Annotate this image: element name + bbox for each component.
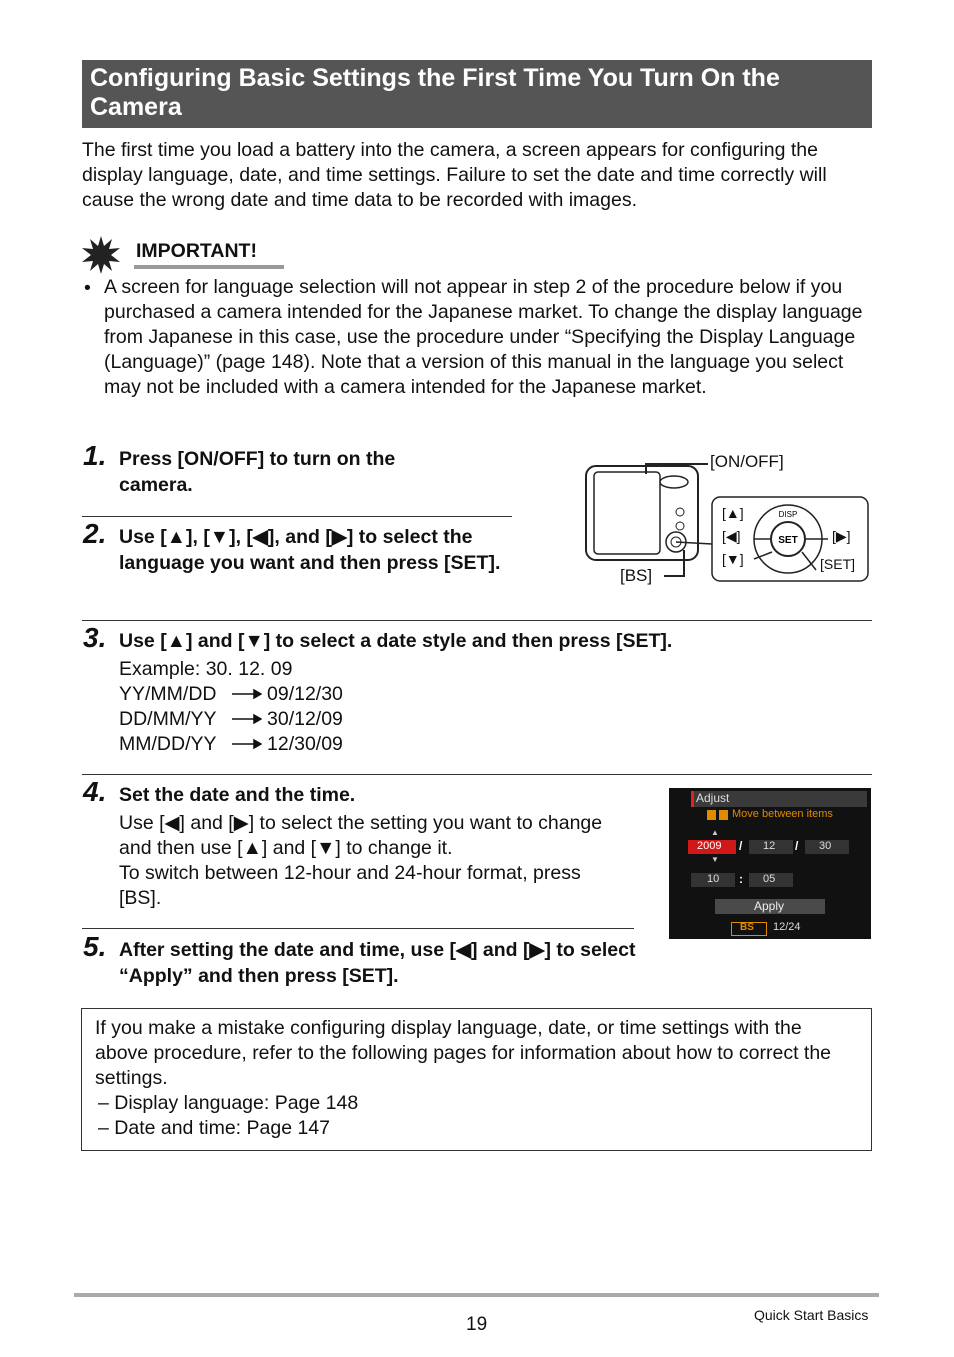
lcd-month: 12 [763, 840, 776, 852]
important-bullet: A screen for language selection will not appear in step 2 of the procedure below if you purchased a camera intended for the Japanese market. To change the display language from Japanese in this case, use the procedure under “Specifying the Display Language (Language)” (page 148). Note that a version of this manual in the language you select may not be included with a camera intended for the Japanese market. [104, 276, 863, 398]
step-4-detail-2: To switch between 12-hour and 24-hour format, press [BS]. [119, 862, 581, 909]
onoff-label: [ON/OFF] [710, 452, 784, 471]
format-label-1: YY/MM/DD [119, 683, 217, 705]
note-item-1: – Display language: Page 148 [98, 1092, 359, 1114]
page-number: 19 [466, 1314, 488, 1335]
right-label: [▶] [832, 528, 851, 544]
lcd-year: 2009 [697, 840, 722, 852]
lcd-hour: 10 [707, 873, 720, 885]
step-5-text: After setting the date and time, use [◀] and [▶] to select “Apply” and then press [SET]. [119, 939, 636, 987]
step-2-number: 2. [83, 518, 107, 549]
title-bar [82, 60, 872, 128]
important-underline [134, 265, 284, 269]
note-item-2: – Date and time: Page 147 [98, 1117, 330, 1139]
bullet-dot: • [84, 277, 91, 299]
step-3-text: Use [▲] and [▼] to select a date style and then press [SET]. [119, 630, 673, 652]
format-value-1: 09/12/30 [267, 683, 343, 705]
step-4-detail-1: Use [◀] and [▶] to select the setting you want to change and then use [▲] and [▼] to change it. [119, 812, 603, 859]
note-text: If you make a mistake configuring display language, date, or time settings with the above procedure, refer to the following pages for information about how to correct the settings. [95, 1017, 832, 1089]
lcd-screen: Adjust Move between items ▲ 2009 / 12 / 30 ▼ 10 : 05 Apply BS 12/24 [669, 788, 871, 939]
lcd-bs: BS [740, 922, 754, 933]
lcd-minute: 05 [763, 873, 776, 885]
lcd-title: Adjust [696, 791, 730, 805]
step-1-text: Press [ON/OFF] to turn on the camera. [119, 448, 396, 496]
disp-label: DISP [778, 510, 798, 519]
bs-label: [BS] [620, 566, 653, 585]
step-3-number: 3. [83, 622, 107, 653]
page-title: Configuring Basic Settings the First Time You Turn On the Camera [90, 64, 780, 121]
step-2-text: Use [▲], [▼], [◀], and [▶] to select the language you want and then press [SET]. [119, 526, 501, 574]
step-5-number: 5. [83, 931, 107, 962]
format-label-2: DD/MM/YY [119, 708, 217, 730]
intro-paragraph: The first time you load a battery into the camera, a screen appears for configuring the display language, date, and time settings. Failure to set the date and time correctly will cause the wrong date and time data to be recorded with images. [82, 139, 827, 211]
note-box [81, 1008, 872, 1151]
left-label: [◀] [722, 528, 741, 544]
divider [82, 928, 634, 929]
divider [82, 774, 872, 775]
footer-line [74, 1293, 879, 1297]
format-value-3: 12/30/09 [267, 733, 343, 755]
camera-screen [594, 472, 660, 554]
divider [82, 516, 512, 517]
important-burst-icon [82, 236, 120, 274]
divider [82, 620, 872, 621]
format-arrows [232, 688, 262, 758]
down-label: [▼] [722, 551, 744, 567]
section-name: Quick Start Basics [754, 1307, 869, 1323]
lcd-day: 30 [819, 840, 832, 852]
important-label: IMPORTANT! [136, 240, 257, 262]
step-4-text: Set the date and the time. [119, 784, 356, 806]
step-1-number: 1. [83, 440, 107, 471]
step-3-example: Example: 30. 12. 09 [119, 658, 293, 680]
format-value-2: 30/12/09 [267, 708, 343, 730]
up-label: [▲] [722, 505, 744, 521]
format-label-3: MM/DD/YY [119, 733, 217, 755]
set-label: [SET] [820, 556, 856, 572]
set-button-label: SET [778, 535, 798, 546]
lcd-apply-button[interactable]: Apply [754, 899, 785, 913]
lcd-format: 12/24 [773, 921, 801, 933]
step-4-number: 4. [83, 776, 107, 807]
lcd-hint: Move between items [732, 808, 833, 820]
